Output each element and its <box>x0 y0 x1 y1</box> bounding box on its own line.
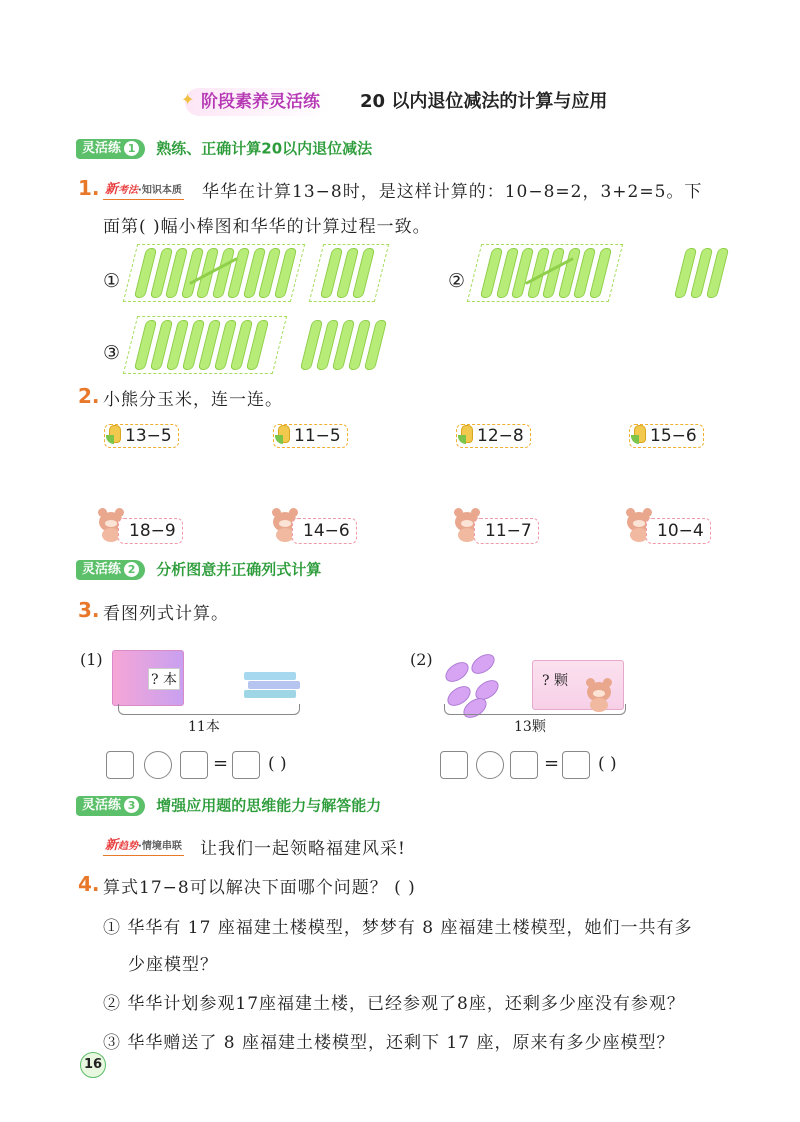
operator-circle[interactable] <box>476 751 504 779</box>
sparkle-icon: ✦ <box>181 90 195 109</box>
corn-icon <box>634 425 646 443</box>
answer-box-1[interactable] <box>106 751 134 779</box>
answer-box-2[interactable] <box>180 751 208 779</box>
unit-blank[interactable]: ( ) <box>598 754 617 774</box>
option-2-label: ② <box>448 270 466 292</box>
candy-icon <box>468 650 498 678</box>
equals-sign: = <box>213 753 229 774</box>
book-stack <box>244 672 296 680</box>
operator-circle[interactable] <box>144 751 172 779</box>
page-title: 20 以内退位减法的计算与应用 <box>360 91 608 112</box>
section-1-label <box>76 137 372 159</box>
bear-card-1[interactable]: 18−9 <box>118 518 183 544</box>
question-1-text-line1: 华华在计算13−8时，是这样计算的：10−8=2，3+2=5。下 <box>202 182 703 202</box>
option-1-label: ① <box>103 270 121 292</box>
header-tag-text: 阶段素养灵活练 <box>201 92 320 112</box>
corn-card-2[interactable]: 11−5 <box>273 424 348 448</box>
q4-option-3[interactable]: ③ 华华赠送了 8 座福建土楼模型，还剩下 17 座，原来有多少座模型？ <box>103 1033 675 1053</box>
total-candy-label: 13颗 <box>514 719 546 735</box>
question-1-text-line2: 面第( )幅小棒图和华华的计算过程一致。 <box>103 217 431 237</box>
new-trend-tag: 新趋势·情境串联 <box>103 834 184 856</box>
bear-card-2[interactable]: 14−6 <box>292 518 357 544</box>
section-2-label <box>76 558 321 580</box>
total-brace <box>118 704 300 715</box>
part-1-label: (1) <box>80 650 103 669</box>
question-2-text: 小熊分玉米，连一连。 <box>103 390 283 410</box>
total-brace <box>444 704 626 715</box>
answer-box-3[interactable] <box>562 751 590 779</box>
total-books-label: 11本 <box>188 719 220 735</box>
question-4-number: 4. <box>78 872 100 896</box>
question-3-text: 看图列式计算。 <box>103 604 229 624</box>
candy-icon <box>442 658 472 686</box>
bear-card-3[interactable]: 11−7 <box>474 518 539 544</box>
unit-blank[interactable]: ( ) <box>268 754 287 774</box>
page-number: 16 <box>80 1052 106 1078</box>
question-3-number: 3. <box>78 598 100 622</box>
section-badge: 灵活练 2 <box>76 560 145 580</box>
page-header-tag <box>181 88 330 116</box>
q4-option-1-line1[interactable]: ① 华华有 17 座福建土楼模型，梦梦有 8 座福建土楼模型，她们一共有多 <box>103 918 693 938</box>
corn-card-1[interactable]: 13−5 <box>104 424 179 448</box>
corn-icon <box>461 425 473 443</box>
q4-option-2[interactable]: ② 华华计划参观17座福建土楼，已经参观了8座，还剩多少座没有参观？ <box>103 994 685 1014</box>
question-1-number: 1. <box>78 176 100 200</box>
q4-option-1-line2: 少座模型？ <box>128 955 218 975</box>
corn-card-4[interactable]: 15−6 <box>629 424 704 448</box>
part-2-label: (2) <box>410 650 433 669</box>
section-badge: 灵活练 3 <box>76 796 145 816</box>
answer-box-1[interactable] <box>440 751 468 779</box>
trend-text: 让我们一起领略福建风采! <box>200 839 406 859</box>
section-3-label <box>76 794 381 816</box>
section-2-title: 分析图意并正确列式计算 <box>156 560 322 579</box>
question-4-text: 算式17−8可以解决下面哪个问题？ ( ) <box>103 878 416 898</box>
new-method-tag: 新考法·知识本质 <box>103 178 184 200</box>
corn-card-3[interactable]: 12−8 <box>456 424 531 448</box>
answer-box-2[interactable] <box>510 751 538 779</box>
section-1-title: 熟练、正确计算20以内退位减法 <box>156 139 373 158</box>
section-3-title: 增强应用题的思维能力与解答能力 <box>156 796 382 815</box>
corn-icon <box>278 425 290 443</box>
equals-sign: = <box>544 753 560 774</box>
answer-box-3[interactable] <box>232 751 260 779</box>
unknown-candy-label: ? 颗 <box>542 673 568 689</box>
unknown-books-label: ? 本 <box>148 668 180 690</box>
option-3-label: ③ <box>103 342 121 364</box>
question-2-number: 2. <box>78 384 100 408</box>
section-badge: 灵活练 1 <box>76 139 145 159</box>
corn-icon <box>109 425 121 443</box>
bear-card-4[interactable]: 10−4 <box>646 518 711 544</box>
